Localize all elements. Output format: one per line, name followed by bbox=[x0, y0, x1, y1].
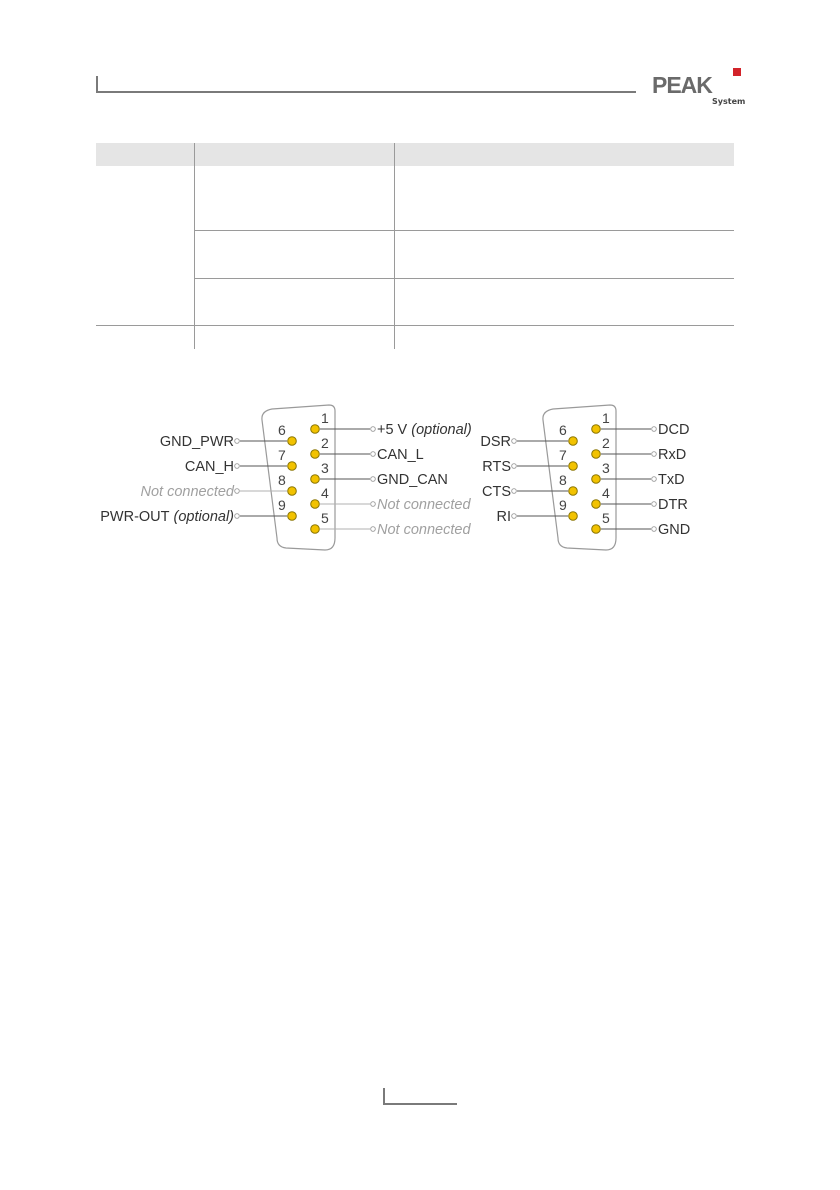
pin-number: 5 bbox=[321, 510, 329, 526]
pin-label: RTS bbox=[482, 459, 511, 475]
pin-end-marker bbox=[371, 427, 376, 432]
pin-contact bbox=[569, 487, 578, 496]
pin-contact bbox=[592, 425, 601, 434]
pin-end-marker bbox=[235, 439, 240, 444]
pin-end-marker bbox=[235, 514, 240, 519]
pin-label: Not connected bbox=[377, 497, 471, 513]
table-cell bbox=[194, 166, 394, 231]
pin-label: GND bbox=[658, 522, 691, 538]
pin-end-marker bbox=[512, 439, 517, 444]
pin-number: 7 bbox=[278, 447, 286, 463]
pin-contact bbox=[288, 437, 297, 446]
pin-number: 2 bbox=[602, 435, 610, 451]
pin-end-marker bbox=[652, 427, 657, 432]
pin-contact bbox=[592, 475, 601, 484]
pin-number: 4 bbox=[602, 485, 610, 501]
pin-label: GND_CAN bbox=[377, 472, 448, 488]
pin-end-marker bbox=[371, 527, 376, 532]
table-cell bbox=[194, 326, 394, 350]
serial-dsub9-connector bbox=[480, 405, 690, 550]
pin-end-marker bbox=[652, 477, 657, 482]
pin-label: GND_PWR bbox=[159, 434, 234, 450]
connector-shell bbox=[543, 405, 616, 550]
pin-number: 7 bbox=[559, 447, 567, 463]
logo-subtitle: System bbox=[712, 97, 746, 106]
pin-contact bbox=[288, 512, 297, 521]
pin-contact bbox=[288, 462, 297, 471]
table-row bbox=[96, 326, 734, 350]
pin-number: 1 bbox=[321, 410, 329, 426]
pin-end-marker bbox=[371, 477, 376, 482]
pin-contact bbox=[592, 525, 601, 534]
pin-number: 3 bbox=[321, 460, 329, 476]
pin-label: Not connected bbox=[377, 522, 471, 538]
can-dsub9-connector bbox=[100, 405, 471, 550]
pin-number: 4 bbox=[321, 485, 329, 501]
pin-contact bbox=[569, 512, 578, 521]
pin-label: PWR-OUT (optional) bbox=[100, 509, 234, 525]
pin-label: TxD bbox=[658, 472, 685, 488]
pin-label: DCD bbox=[658, 422, 690, 438]
pin-end-marker bbox=[512, 514, 517, 519]
pin-number: 8 bbox=[559, 472, 567, 488]
pin-contact bbox=[569, 437, 578, 446]
pin-number: 9 bbox=[278, 497, 286, 513]
table-cell bbox=[394, 326, 734, 350]
pin-end-marker bbox=[512, 464, 517, 469]
pin-9 bbox=[100, 497, 296, 525]
pin-contact bbox=[311, 525, 320, 534]
connector-shell bbox=[262, 405, 335, 550]
pin-number: 3 bbox=[602, 460, 610, 476]
table-cell bbox=[394, 166, 734, 231]
pin-number: 8 bbox=[278, 472, 286, 488]
pin-label: +5 V (optional) bbox=[377, 422, 472, 438]
table-cell bbox=[96, 166, 194, 326]
header-rule bbox=[96, 76, 636, 93]
pin-number: 9 bbox=[559, 497, 567, 513]
pin-label: CAN_L bbox=[377, 447, 424, 463]
table-cell bbox=[96, 326, 194, 350]
pin-number: 6 bbox=[559, 422, 567, 438]
pin-label: RI bbox=[496, 509, 511, 525]
pin-end-marker bbox=[371, 502, 376, 507]
pin-contact bbox=[592, 500, 601, 509]
pin-label: CAN_H bbox=[184, 459, 234, 475]
pin-label: DTR bbox=[658, 497, 688, 513]
pin-contact bbox=[569, 462, 578, 471]
pin-number: 2 bbox=[321, 435, 329, 451]
table-header-cell bbox=[194, 143, 394, 166]
table-header-row bbox=[96, 143, 734, 166]
table-cell bbox=[194, 231, 394, 279]
pin-number: 6 bbox=[278, 422, 286, 438]
pin-end-marker bbox=[512, 489, 517, 494]
logo-text: PEAK bbox=[652, 72, 712, 98]
pin-contact bbox=[288, 487, 297, 496]
logo-red-square bbox=[733, 68, 741, 76]
pin-end-marker bbox=[235, 464, 240, 469]
pin-end-marker bbox=[235, 489, 240, 494]
dsub-pinout-diagrams bbox=[0, 400, 840, 560]
table-cell bbox=[194, 279, 394, 326]
table-header-cell bbox=[96, 143, 194, 166]
pin-contact bbox=[311, 425, 320, 434]
pin-contact bbox=[592, 450, 601, 459]
pin-end-marker bbox=[371, 452, 376, 457]
table-row bbox=[96, 166, 734, 231]
pin-label: CTS bbox=[482, 484, 511, 500]
pin-label: Not connected bbox=[140, 484, 234, 500]
spec-table bbox=[96, 143, 734, 349]
pin-end-marker bbox=[652, 527, 657, 532]
pin-contact bbox=[311, 500, 320, 509]
table-cell bbox=[394, 279, 734, 326]
pin-number: 1 bbox=[602, 410, 610, 426]
pin-label: DSR bbox=[480, 434, 511, 450]
pin-end-marker bbox=[652, 452, 657, 457]
peak-logo bbox=[648, 68, 748, 110]
pin-number: 5 bbox=[602, 510, 610, 526]
footer-rule bbox=[383, 1088, 457, 1105]
table-header-cell bbox=[394, 143, 734, 166]
pin-contact bbox=[311, 475, 320, 484]
pin-end-marker bbox=[652, 502, 657, 507]
table-cell bbox=[394, 231, 734, 279]
pin-contact bbox=[311, 450, 320, 459]
pin-label: RxD bbox=[658, 447, 687, 463]
